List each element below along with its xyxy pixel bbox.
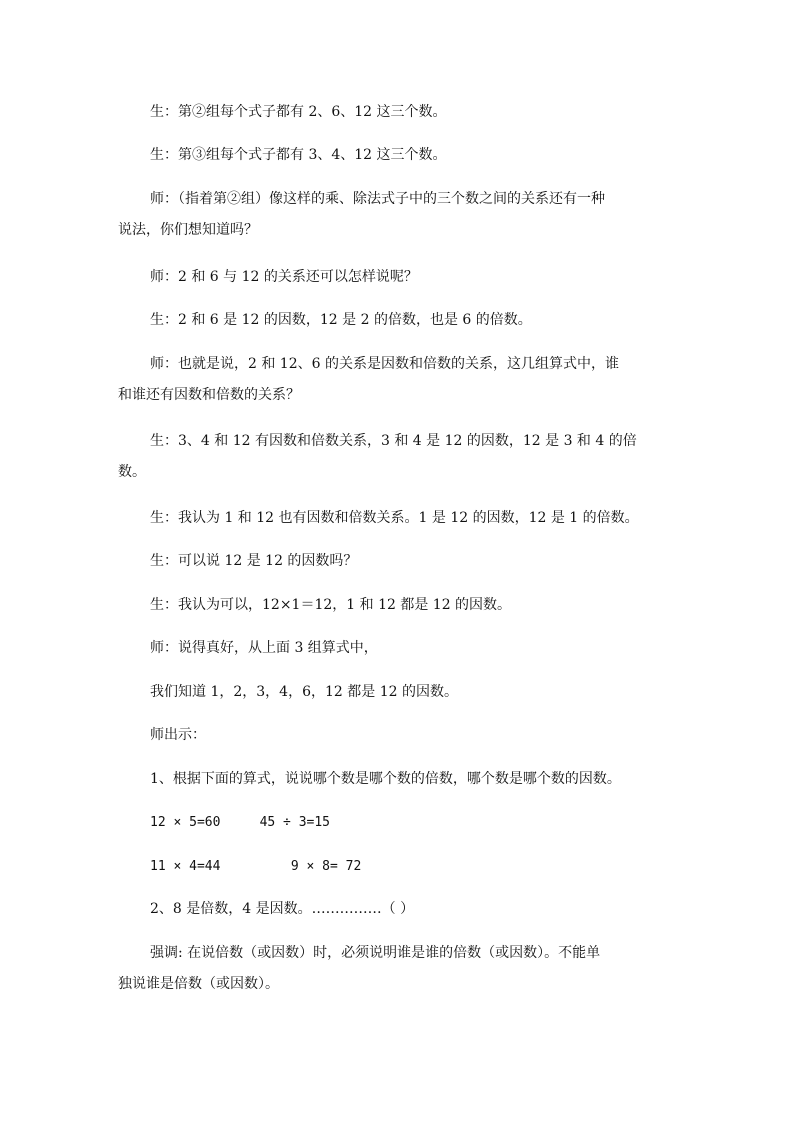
paragraph	[118, 184, 678, 246]
paragraph-line: 和谁还有因数和倍数的关系？	[118, 387, 300, 403]
paragraph	[118, 546, 678, 577]
equation-row	[118, 851, 678, 882]
paragraph-line: 1、根据下面的算式，说说哪个数是哪个数的倍数，哪个数是哪个数的因数。	[150, 771, 621, 787]
paragraph	[118, 426, 678, 488]
paragraph-line: 师出示：	[150, 727, 206, 743]
paragraph	[118, 633, 678, 664]
paragraph-line: 数。	[118, 464, 146, 480]
paragraph	[118, 97, 678, 128]
paragraph-line: 我们知道 1，2，3，4，6，12 都是 12 的因数。	[150, 684, 458, 700]
paragraph	[118, 262, 678, 293]
equation-line: 11 × 4=44 9 × 8= 72	[150, 859, 362, 874]
paragraph-line: 生：第③组每个式子都有 3、4、12 这三个数。	[150, 147, 447, 163]
paragraph-line: 生：2 和 6 是 12 的因数，12 是 2 的倍数，也是 6 的倍数。	[150, 312, 532, 328]
paragraph-line: 强调: 在说倍数（或因数）时，必须说明谁是谁的倍数（或因数）。不能单	[150, 945, 601, 961]
equation-line: 12 × 5=60 45 ÷ 3=15	[150, 815, 331, 830]
paragraph-line: 独说谁是倍数（或因数）。	[118, 976, 279, 992]
paragraph	[118, 677, 678, 708]
paragraph	[118, 590, 678, 621]
equation-row	[118, 807, 678, 838]
paragraph-line: 2、8 是倍数，4 是因数。……………（ ）	[150, 901, 415, 917]
paragraph-line: 生：我认为可以，12×1＝12，1 和 12 都是 12 的因数。	[150, 597, 512, 613]
paragraph	[118, 720, 678, 751]
paragraph	[118, 938, 678, 1000]
paragraph-line: 生：第②组每个式子都有 2、6、12 这三个数。	[150, 104, 447, 120]
paragraph	[118, 764, 678, 795]
paragraph-line: 生：3、4 和 12 有因数和倍数关系，3 和 4 是 12 的因数，12 是 3 和 4 的倍	[150, 433, 637, 449]
paragraph	[118, 349, 678, 411]
paragraph	[118, 305, 678, 336]
paragraph	[118, 894, 678, 925]
paragraph	[118, 503, 678, 534]
paragraph-line: 师：也就是说，2 和 12、6 的关系是因数和倍数的关系，这几组算式中，谁	[150, 356, 619, 372]
paragraph-line: 生：可以说 12 是 12 的因数吗？	[150, 553, 358, 569]
paragraph-line: 生：我认为 1 和 12 也有因数和倍数关系。1 是 12 的因数，12 是 1 的倍数。	[150, 510, 639, 526]
paragraph-line: 师：（指着第②组）像这样的乘、除法式子中的三个数之间的关系还有一种	[150, 191, 605, 207]
paragraph-line: 师：2 和 6 与 12 的关系还可以怎样说呢？	[150, 269, 418, 285]
paragraph-line: 说法，你们想知道吗？	[118, 222, 258, 238]
paragraph-line: 师：说得真好，从上面 3 组算式中，	[150, 640, 378, 656]
paragraph	[118, 140, 678, 171]
